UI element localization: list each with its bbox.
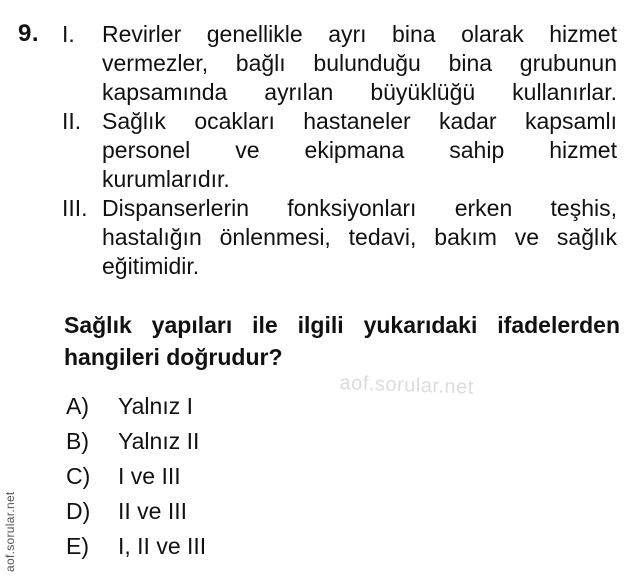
statement-2-line-1: Sağlık ocakları hastaneler kadar kapsamlı bbox=[102, 108, 617, 134]
option-a[interactable] bbox=[66, 389, 206, 424]
option-d-letter: D) bbox=[66, 498, 91, 524]
statement-2-text bbox=[102, 107, 617, 194]
statement-1-line-3: kapsamında ayrılan büyüklüğü kullanırlar. bbox=[102, 79, 617, 105]
question-prompt-line-1: Sağlık yapıları ile ilgili yukarıdaki ifadelerden bbox=[64, 312, 620, 338]
statement-3-line-3: eğitimidir. bbox=[102, 253, 200, 279]
option-a-letter: A) bbox=[66, 393, 89, 419]
question-number: 9. bbox=[18, 20, 40, 47]
option-e-letter: E) bbox=[66, 533, 89, 559]
option-c-text: I ve III bbox=[118, 463, 181, 489]
statement-1-line-2: vermezler, bağlı bulunduğu bina grubunun bbox=[102, 50, 617, 76]
option-c[interactable] bbox=[66, 459, 206, 494]
watermark-center: aof.sorular.net bbox=[339, 372, 475, 399]
statement-1-line-1: Revirler genellikle ayrı bina olarak hizmet bbox=[102, 21, 617, 47]
option-d[interactable] bbox=[66, 494, 206, 529]
option-b-text: Yalnız II bbox=[118, 428, 200, 454]
statement-2-roman: II. bbox=[62, 108, 82, 134]
statement-3-text bbox=[102, 194, 617, 281]
question-prompt bbox=[64, 309, 620, 373]
option-e-text: I, II ve III bbox=[118, 533, 207, 559]
watermark-side: aof.sorular.net bbox=[3, 491, 17, 572]
statement-3-roman: III. bbox=[62, 195, 88, 221]
option-c-letter: C) bbox=[66, 463, 91, 489]
statement-1-text bbox=[102, 20, 617, 107]
option-b-letter: B) bbox=[66, 428, 89, 454]
statement-2-line-2: personel ve ekipmana sahip hizmet bbox=[102, 137, 617, 163]
option-e[interactable] bbox=[66, 529, 206, 564]
statement-1-roman: I. bbox=[62, 21, 75, 47]
question-prompt-line-2: hangileri doğrudur? bbox=[64, 344, 283, 370]
statement-3-line-2: hastalığın önlenmesi, tedavi, bakım ve sağlık bbox=[102, 224, 617, 250]
statement-3-line-1: Dispanserlerin fonksiyonları erken teşhis, bbox=[102, 195, 617, 221]
option-b[interactable] bbox=[66, 424, 206, 459]
statement-2-line-3: kurumlarıdır. bbox=[102, 166, 230, 192]
option-d-text: II ve III bbox=[118, 498, 188, 524]
answer-options bbox=[66, 389, 206, 564]
option-a-text: Yalnız I bbox=[118, 393, 193, 419]
